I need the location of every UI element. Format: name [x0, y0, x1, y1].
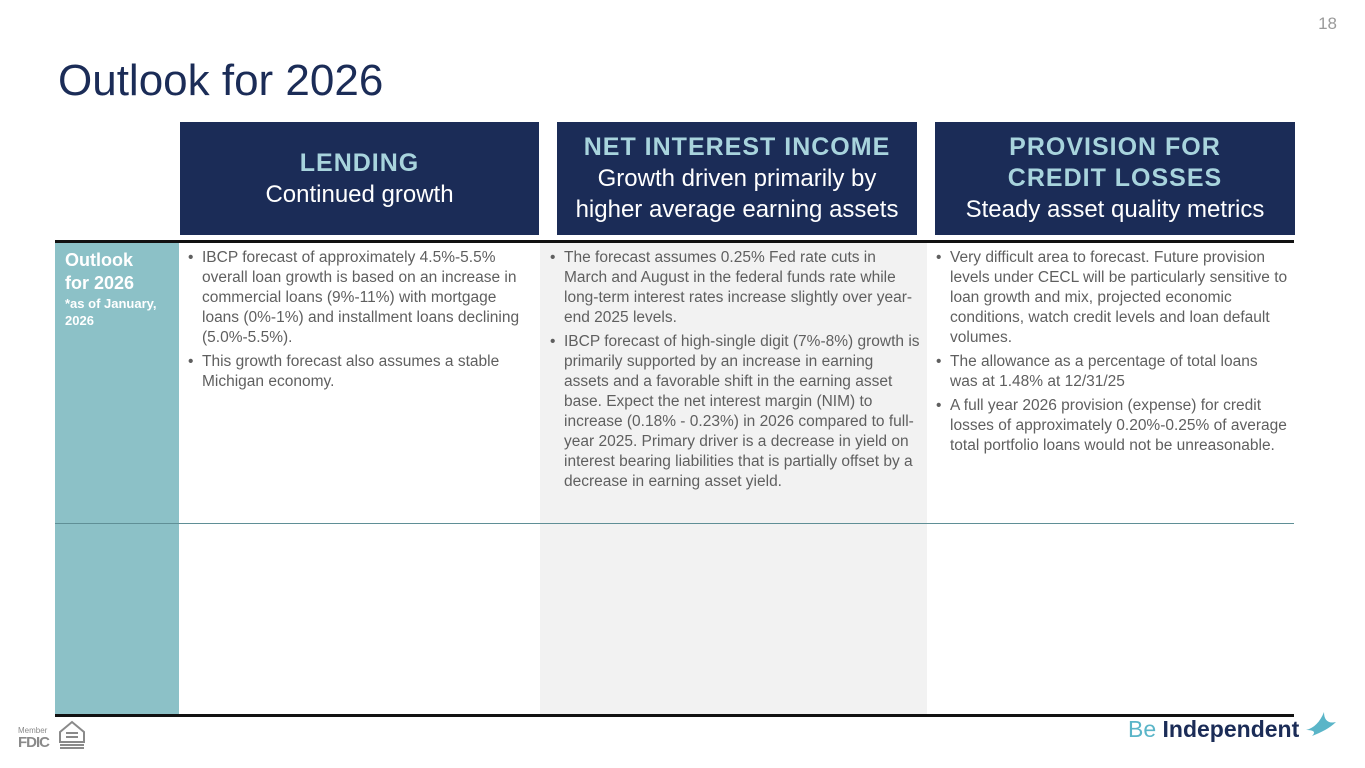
table-middle-rule	[55, 523, 1294, 524]
page-number: 18	[1318, 14, 1337, 33]
column-heading: PROVISION FOR CREDIT LOSSES	[1007, 133, 1223, 192]
table-bottom-rule	[55, 714, 1294, 717]
column-subheading: Steady asset quality metrics	[965, 196, 1265, 223]
column-heading: LENDING	[299, 148, 420, 177]
cell-net-interest-income	[550, 248, 922, 496]
list-item: • IBCP forecast of approximately 4.5%-5.5% overall loan growth is based on an increase in commercial loans (9%-11%) with mortgage loans (0%-1%) and installment loans declining (5.0%-5.5%).	[188, 248, 533, 348]
bird-icon	[1304, 710, 1338, 738]
list-item: • A full year 2026 provision (expense) for credit losses of approximately 0.20%-0.25% of average total portfolio loans would not be unreasonable.	[936, 396, 1288, 456]
brand-name: Independent	[1162, 716, 1300, 742]
column-header-lending	[180, 122, 539, 235]
cell-lending	[188, 248, 533, 396]
row-label-main: Outlook for 2026	[65, 250, 135, 293]
row-label-note: *as of January, 2026	[65, 296, 157, 328]
fdic-member-label: Member	[18, 726, 48, 735]
column-header-provision	[935, 122, 1295, 235]
equal-housing-lender-icon	[58, 720, 86, 750]
brand-logo	[1128, 716, 1299, 743]
list-item: • The forecast assumes 0.25% Fed rate cuts in March and August in the federal funds rate while long-term interest rates increase slightly over year-end 2025 levels.	[550, 248, 922, 328]
list-item: • This growth forecast also assumes a stable Michigan economy.	[188, 352, 533, 392]
cell-provision	[936, 248, 1288, 460]
column-heading: NET INTEREST INCOME	[583, 133, 891, 161]
column-subheading: Continued growth	[265, 180, 454, 208]
column-header-net-interest-income	[557, 122, 917, 235]
list-item: • IBCP forecast of high-single digit (7%-8%) growth is primarily supported by an increase in earning assets and a favorable shift in the earning asset base. Expect the net interest margin (NIM) to increase (0.18% - 0.23%) in 2026 compared to full-year 2025. Primary driver is a decrease in yield on interest bearing liabilities that is partially offset by a decrease in earning asset yield.	[550, 332, 922, 492]
page-title: Outlook for 2026	[58, 56, 384, 105]
fdic-logo	[18, 720, 88, 752]
fdic-label: FDIC	[18, 734, 49, 751]
brand-be: Be	[1128, 716, 1157, 742]
column-subheading: Growth driven primarily by higher average earning assets	[575, 165, 899, 223]
list-item: • The allowance as a percentage of total loans was at 1.48% at 12/31/25	[936, 352, 1288, 392]
list-item: • Very difficult area to forecast. Future provision levels under CECL will be particularly sensitive to loan growth and mix, projected economic conditions, watch credit levels and loan default volumes.	[936, 248, 1288, 348]
row-label-cell	[55, 243, 179, 714]
